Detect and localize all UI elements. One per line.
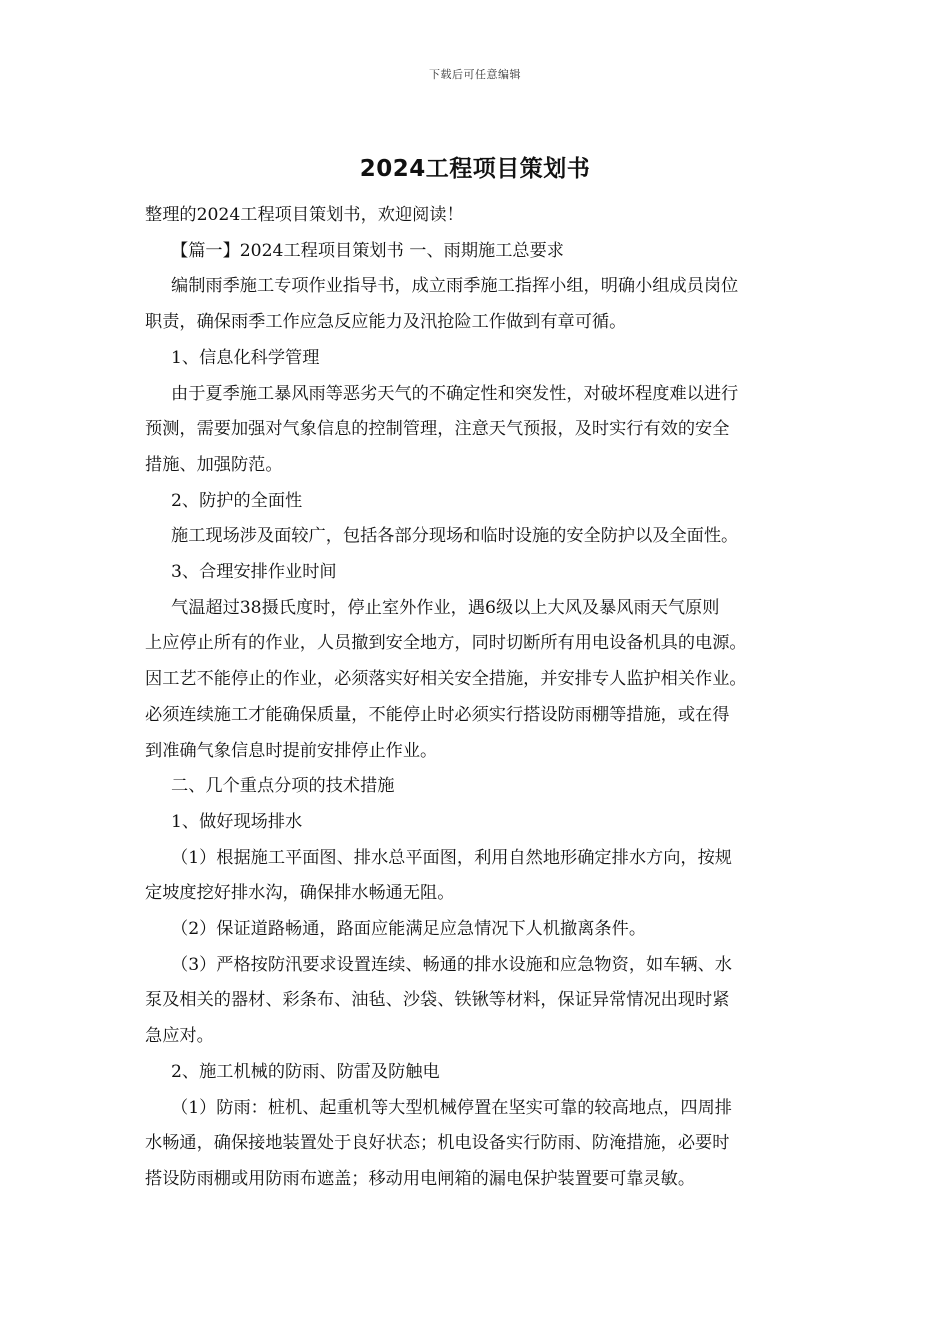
body-line: （1）根据施工平面图、排水总平面图，利用自然地形确定排水方向，按规 bbox=[171, 847, 732, 868]
body-line: 【篇一】2024工程项目策划书 一、雨期施工总要求 bbox=[171, 240, 564, 261]
body-line: 3、合理安排作业时间 bbox=[171, 562, 337, 583]
body-line: 到准确气象信息时提前安排停止作业。 bbox=[145, 740, 438, 761]
body-line: 搭设防雨棚或用防雨布遮盖；移动用电闸箱的漏电保护装置要可靠灵敏。 bbox=[145, 1168, 696, 1189]
body-line: （2）保证道路畅通，路面应能满足应急情况下人机撤离条件。 bbox=[171, 919, 647, 940]
body-line: 1、信息化科学管理 bbox=[171, 347, 320, 368]
body-line: 1、做好现场排水 bbox=[171, 811, 303, 832]
body-line: 2、施工机械的防雨、防雷及防触电 bbox=[171, 1061, 440, 1082]
body-line: 预测，需要加强对气象信息的控制管理，注意天气预报，及时实行有效的安全 bbox=[145, 419, 730, 440]
body-line: 上应停止所有的作业，人员撤到安全地方，同时切断所有用电设备机具的电源。 bbox=[145, 633, 747, 654]
body-line: 必须连续施工才能确保质量，不能停止时必须实行搭设防雨棚等措施，或在得 bbox=[145, 704, 730, 725]
body-line: 气温超过38摄氏度时，停止室外作业，遇6级以上大风及暴风雨天气原则 bbox=[171, 597, 720, 618]
body-line: 二、几个重点分项的技术措施 bbox=[171, 776, 395, 797]
body-line: 职责，确保雨季工作应急反应能力及汛抢险工作做到有章可循。 bbox=[145, 312, 627, 333]
body-line: 定坡度挖好排水沟，确保排水畅通无阻。 bbox=[145, 883, 455, 904]
body-line: 急应对。 bbox=[145, 1026, 214, 1047]
body-line: 施工现场涉及面较广，包括各部分现场和临时设施的安全防护以及全面性。 bbox=[171, 526, 739, 547]
body-line: 整理的2024工程项目策划书，欢迎阅读！ bbox=[145, 205, 464, 225]
page-header: 下载后可任意编辑 bbox=[429, 68, 521, 81]
body-line: 由于夏季施工暴风雨等恶劣天气的不确定性和突发性，对破坏程度难以进行 bbox=[171, 383, 739, 404]
body-line: 因工艺不能停止的作业，必须落实好相关安全措施，并安排专人监护相关作业。 bbox=[145, 669, 747, 690]
body-line: 措施、加强防范。 bbox=[145, 454, 283, 475]
document-title: 2024工程项目策划书 bbox=[359, 156, 591, 182]
document-body bbox=[145, 198, 825, 1198]
body-line: 泵及相关的器材、彩条布、油毡、沙袋、铁锹等材料，保证异常情况出现时紧 bbox=[145, 990, 730, 1011]
body-line: （3）严格按防汛要求设置连续、畅通的排水设施和应急物资，如车辆、水 bbox=[171, 954, 732, 975]
body-line: 水畅通，确保接地装置处于良好状态；机电设备实行防雨、防淹措施，必要时 bbox=[145, 1133, 730, 1154]
body-line: 编制雨季施工专项作业指导书，成立雨季施工指挥小组，明确小组成员岗位 bbox=[171, 276, 739, 297]
body-line: 2、防护的全面性 bbox=[171, 490, 303, 511]
body-line: （1）防雨：桩机、起重机等大型机械停置在坚实可靠的较高地点，四周排 bbox=[171, 1097, 732, 1118]
